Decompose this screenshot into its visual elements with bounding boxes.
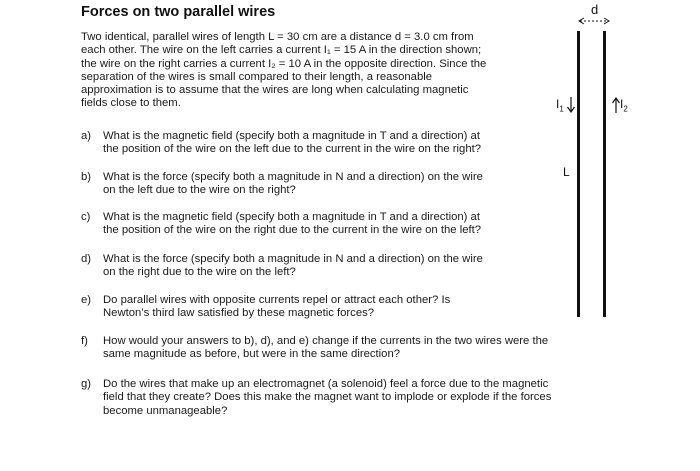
question-line: on the left due to the wire on the right? [103,184,296,197]
question-line: Newton’s third law satisfied by these magnetic forces? [103,307,375,320]
problem-intro [81,31,546,111]
intro-line: the wire on the right carries a current I₂ = 10 A in the opposite direction. Since the [81,57,487,70]
intro-line: separation of the wires is small compared to their length, a reasonable [81,70,433,83]
intro-line: each other. The wire on the left carries a current I₁ = 15 A in the direction shown; [81,44,482,57]
current-left-label [556,97,564,113]
intro-line: approximation is to assume that the wires are long when calculating magnetic [81,84,469,97]
intro-line: Two identical, parallel wires of length L = 30 cm are a distance d = 3.0 cm from [81,31,474,43]
left-wire [577,31,580,317]
question-label: b) [81,171,92,183]
length-label: L [563,165,570,179]
question-text [103,378,551,418]
question-label: e) [81,294,92,306]
question-text [103,335,548,362]
question-text [103,253,483,280]
separation-arrow-icon [576,14,612,28]
current-left-subscript: 1 [559,104,564,114]
down-arrow-icon [566,96,576,114]
question-line: on the right due to the wire on the left? [103,266,296,279]
question-line: What is the magnetic field (specify both a magnitude in T and a direction) at [103,211,480,223]
current-right-symbol: I [620,97,624,111]
question-label: c) [81,211,91,223]
question-line: Do parallel wires with opposite currents repel or attract each other? Is [103,294,451,306]
question-text [103,130,481,157]
page-title: Forces on two parallel wires [81,4,276,20]
question-line: the position of the wire on the left due to the current in the wire on the right? [103,143,482,156]
question-line: field that they create? Does this make the magnet want to implode or explode if the forces [103,391,552,404]
question-line: How would your answers to b), d), and e) change if the currents in the two wires were the [103,335,549,347]
question-text [103,294,450,321]
right-wire [603,31,606,317]
question-line: What is the force (specify both a magnitude in N and a direction) on the wire [103,253,483,265]
current-right-label [620,97,628,113]
question-label: a) [81,130,92,142]
question-line: What is the magnetic field (specify both a magnitude in T and a direction) at [103,130,480,142]
question-label: f) [81,335,88,347]
current-left-symbol: I [556,97,560,111]
question-text [103,211,481,238]
question-label: d) [81,253,92,265]
question-line: the position of the wire on the right due to the current in the wire on the left? [103,224,482,237]
intro-line: fields close to them. [81,97,181,110]
question-line: What is the force (specify both a magnitude in N and a direction) on the wire [103,171,483,183]
current-right-subscript: 2 [623,104,628,114]
question-line: Do the wires that make up an electromagnet (a solenoid) feel a force due to the magnetic [103,378,549,390]
question-line: become unmanageable? [103,404,228,417]
question-line: same magnitude as before, but were in the same direction? [103,348,401,361]
question-label: g) [81,378,92,390]
question-text [103,171,483,198]
separation-label: d [591,2,599,17]
